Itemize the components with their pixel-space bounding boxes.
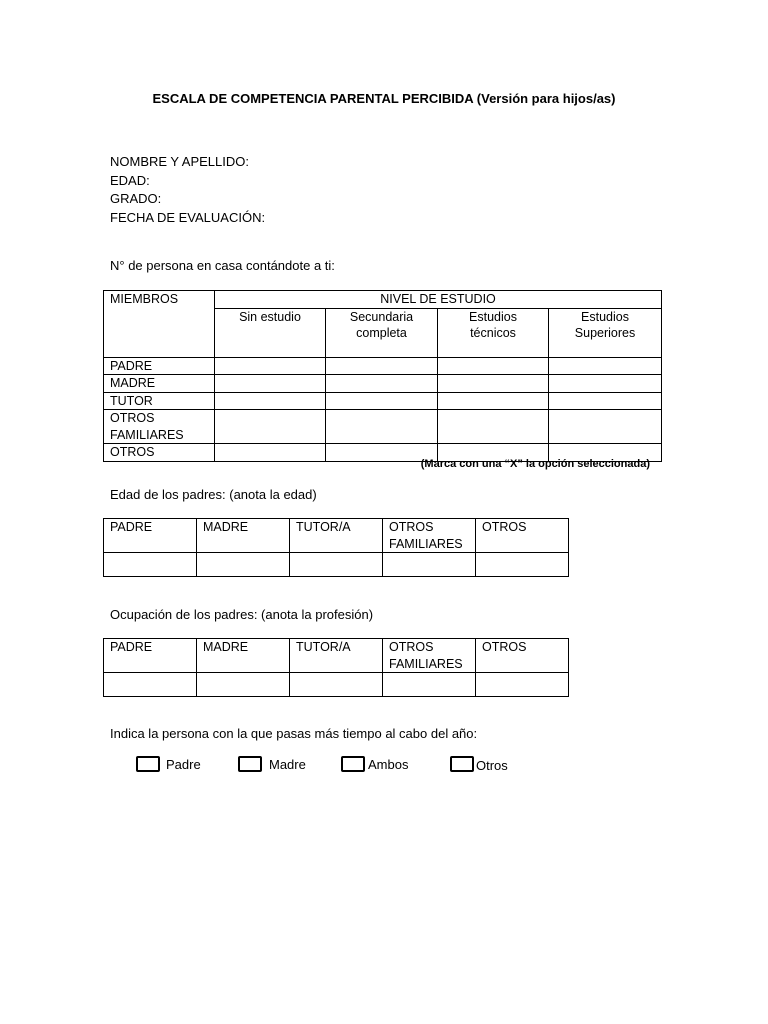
answer-cell[interactable] bbox=[549, 357, 662, 375]
answer-cell[interactable] bbox=[549, 392, 662, 410]
age-header-otros: OTROS bbox=[476, 519, 569, 553]
parents-occupation-table bbox=[103, 638, 569, 697]
members-header: MIEMBROS bbox=[104, 291, 215, 358]
table-row bbox=[104, 357, 662, 375]
occupation-input-cell[interactable] bbox=[197, 673, 290, 697]
answer-cell[interactable] bbox=[215, 392, 326, 410]
row-label-otros-familiares: OTROS FAMILIARES bbox=[104, 410, 215, 444]
parents-age-table bbox=[103, 518, 569, 577]
option-otros[interactable] bbox=[450, 756, 508, 773]
answer-cell[interactable] bbox=[326, 357, 438, 375]
student-info-fields bbox=[110, 153, 265, 227]
age-input-cell[interactable] bbox=[290, 553, 383, 577]
answer-cell[interactable] bbox=[438, 410, 549, 444]
level-header-secondary: Secundaria completa bbox=[326, 308, 438, 357]
row-label-otros: OTROS bbox=[104, 444, 215, 462]
occupation-input-cell[interactable] bbox=[290, 673, 383, 697]
checkbox-padre[interactable] bbox=[136, 756, 160, 772]
option-padre[interactable] bbox=[136, 756, 201, 772]
occupation-header-otros: OTROS bbox=[476, 639, 569, 673]
option-madre[interactable] bbox=[238, 756, 306, 772]
checkbox-ambos[interactable] bbox=[341, 756, 365, 772]
age-input-cell[interactable] bbox=[383, 553, 476, 577]
answer-cell[interactable] bbox=[215, 375, 326, 393]
option-label-padre: Padre bbox=[166, 757, 201, 772]
option-label-ambos: Ambos bbox=[368, 757, 409, 772]
occupation-header-padre: PADRE bbox=[104, 639, 197, 673]
occupation-header-tutor: TUTOR/A bbox=[290, 639, 383, 673]
age-header-madre: MADRE bbox=[197, 519, 290, 553]
level-header-none: Sin estudio bbox=[215, 308, 326, 357]
occupation-input-cell[interactable] bbox=[104, 673, 197, 697]
row-label-tutor: TUTOR bbox=[104, 392, 215, 410]
level-header-higher: Estudios Superiores bbox=[549, 308, 662, 357]
answer-cell[interactable] bbox=[549, 410, 662, 444]
occupation-input-cell[interactable] bbox=[476, 673, 569, 697]
age-header-tutor: TUTOR/A bbox=[290, 519, 383, 553]
time-question-label: Indica la persona con la que pasas más tiempo al cabo del año: bbox=[110, 726, 478, 741]
page-title: ESCALA DE COMPETENCIA PARENTAL PERCIBIDA (Versión para hijos/as) bbox=[152, 91, 616, 106]
education-level-table bbox=[103, 290, 662, 462]
table-row bbox=[104, 375, 662, 393]
level-header-technical: Estudios técnicos bbox=[438, 308, 549, 357]
evaluation-date-field-label: FECHA DE EVALUACIÓN: bbox=[110, 209, 266, 225]
option-ambos[interactable] bbox=[341, 756, 408, 772]
parents-age-label: Edad de los padres: (anota la edad) bbox=[110, 487, 317, 502]
answer-cell[interactable] bbox=[438, 375, 549, 393]
answer-cell[interactable] bbox=[326, 392, 438, 410]
name-field-label: NOMBRE Y APELLIDO: bbox=[110, 154, 249, 169]
grade-field-label: GRADO: bbox=[110, 191, 162, 206]
option-label-otros: Otros bbox=[476, 758, 508, 773]
row-label-madre: MADRE bbox=[104, 375, 215, 393]
answer-cell[interactable] bbox=[326, 375, 438, 393]
age-field-label: EDAD: bbox=[110, 172, 150, 188]
occupation-header-otros-familiares: OTROS FAMILIARES bbox=[383, 639, 476, 673]
answer-cell[interactable] bbox=[215, 410, 326, 444]
answer-cell[interactable] bbox=[215, 357, 326, 375]
age-header-otros-familiares: OTROS FAMILIARES bbox=[383, 519, 476, 553]
answer-cell[interactable] bbox=[438, 392, 549, 410]
answer-cell[interactable] bbox=[549, 375, 662, 393]
checkbox-madre[interactable] bbox=[238, 756, 262, 772]
occupation-input-cell[interactable] bbox=[383, 673, 476, 697]
answer-cell[interactable] bbox=[215, 444, 326, 462]
answer-cell[interactable] bbox=[326, 410, 438, 444]
age-input-cell[interactable] bbox=[476, 553, 569, 577]
table-row bbox=[104, 410, 662, 444]
household-count-label: N° de persona en casa contándote a ti: bbox=[110, 258, 335, 273]
row-label-padre: PADRE bbox=[104, 357, 215, 375]
mark-instruction-note: (Marca con una “X” la opción seleccionada) bbox=[420, 458, 650, 470]
table-row bbox=[104, 553, 569, 577]
table-row bbox=[104, 673, 569, 697]
occupation-header-madre: MADRE bbox=[197, 639, 290, 673]
option-label-madre: Madre bbox=[269, 757, 306, 772]
checkbox-otros[interactable] bbox=[450, 756, 474, 772]
answer-cell[interactable] bbox=[438, 357, 549, 375]
education-level-header: NIVEL DE ESTUDIO bbox=[215, 291, 662, 309]
table-row bbox=[104, 392, 662, 410]
age-input-cell[interactable] bbox=[104, 553, 197, 577]
parents-occupation-label: Ocupación de los padres: (anota la profesión) bbox=[110, 607, 374, 622]
age-header-padre: PADRE bbox=[104, 519, 197, 553]
age-input-cell[interactable] bbox=[197, 553, 290, 577]
